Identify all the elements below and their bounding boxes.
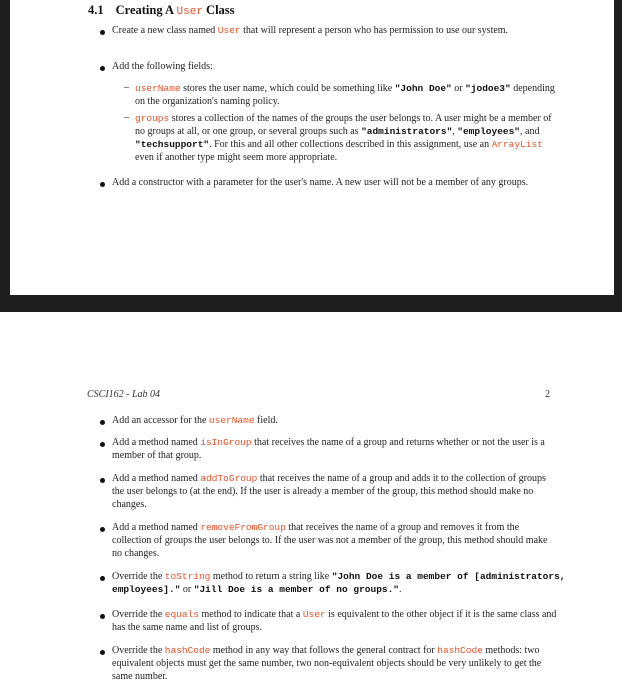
bullet-addtogroup: Add a method named addToGroup that receives the name of a group and adds it to the collection of groups the user belongs to (at the end). If the user is already a member of the group, this method should make no changes. [112,473,546,510]
sub-dash: – [124,112,129,123]
bullet-dot [100,478,105,483]
section-number: 4.1 [88,3,104,17]
page-bottom [0,312,622,700]
sub-dash: – [124,82,129,93]
bullet-create-class: Create a new class named User that will represent a person who has permission to use our system. [112,25,509,36]
bullet-constructor: Add a constructor with a parameter for the user's name. A new user will not be a member of any groups. [112,177,529,188]
bullet-dot [100,527,105,532]
field-groups: groups stores a collection of the names of the groups the user belongs to. A user might be a member of no groups at all, or one group, or several groups such as "administrators", "employees", and "techsupport". For this and all other collections described in this assignment, use an ArrayList even if another type might seem more appropriate. [135,113,552,163]
bullet-dot [100,650,105,655]
running-header-course: CSCI162 - Lab 04 [87,389,161,400]
page-number: 2 [545,389,550,400]
page-edge-left [0,0,10,295]
bullet-dot [100,614,105,619]
page-top [0,0,622,295]
bullet-add-fields: Add the following fields: [112,61,213,72]
page-divider [0,295,622,312]
bullet-equals: Override the equals method to indicate that a User is equivalent to the other object if it is the same class and has the same name and list of groups. [112,609,557,633]
bullet-dot [100,420,105,425]
page-edge-right [614,0,622,295]
bullet-dot [100,66,105,71]
bullet-dot [100,576,105,581]
bullet-dot [100,442,105,447]
bullet-hashcode: Override the hashCode method in any way that follows the general contract for hashCode methods: two equivalent objects must get the same number, two non-equivalent objects should be very unlikely to get the same number. [112,645,542,682]
bullet-accessor: Add an accessor for the userName field. [112,415,278,426]
bullet-dot [100,182,105,187]
bullet-removefromgroup: Add a method named removeFromGroup that receives the name of a group and removes it from the collection of groups the user belongs to. If the user was not a member of the group, this method should make no changes. [112,522,548,559]
bullet-isingroup: Add a method named isInGroup that receives the name of a group and returns whether or not the user is a member of that group. [112,437,545,461]
section-title: 4.1 Creating A User Class [88,3,235,18]
bullet-dot [100,30,105,35]
section-title-code: User [176,6,203,18]
field-username: userName stores the user name, which could be something like "John Doe" or "jodoe3" depending on the organization's naming policy. [135,83,555,107]
bullet-tostring: Override the toString method to return a string like "John Doe is a member of [administrators, employees]." or "Jill Doe is a member of no groups.". [112,571,566,595]
